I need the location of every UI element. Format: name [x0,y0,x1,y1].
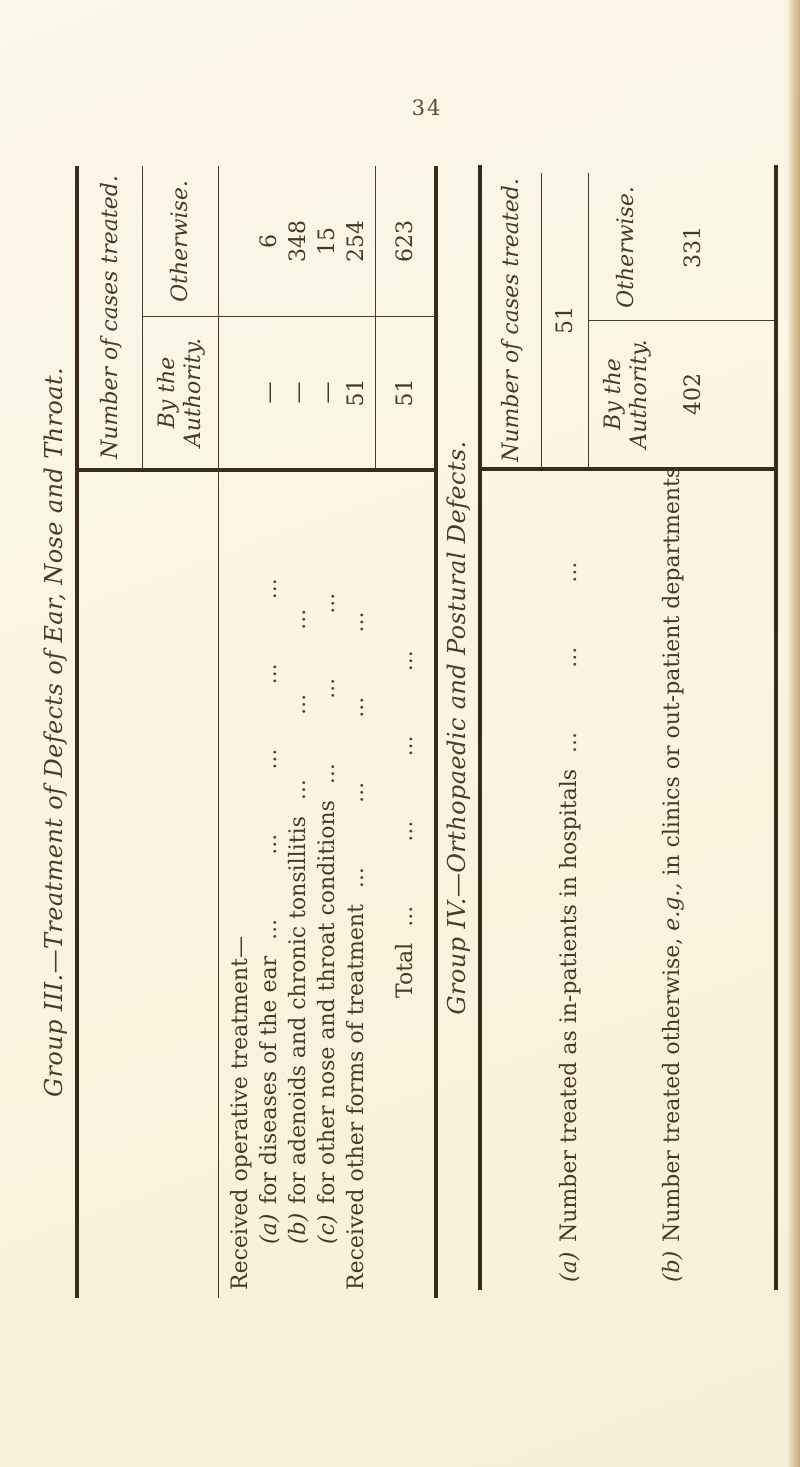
cell-value: 15 [315,227,340,255]
cell-value: 254 [344,220,369,262]
group4-col-by-authority-header: By the Authority. [600,339,652,449]
group3-cases-treated-header-cell [79,166,143,468]
table-row-label [313,472,342,1290]
group4-cases-treated-header: Number of cases treated. [499,178,524,462]
group3-col-otherwise-header: Otherwise. [167,180,193,302]
group4-caption: Group IV.—Orthopaedic and Postural Defects. [443,440,471,1015]
group3-total-row [376,166,434,1298]
group4-table [478,165,778,1290]
group4-value-region [482,173,774,467]
table-row-label [556,471,583,1282]
dot-leader: ... ... ... [315,592,340,785]
table-row-label [659,466,686,1282]
group4-row-labels [482,467,774,1290]
dot-leader: ... ... ... [286,608,311,801]
cell-value [226,166,255,316]
row-label-eg: e.g., [660,882,685,931]
group3-row-labels [219,468,376,1298]
group3-cases-treated-header: Number of cases treated. [98,175,123,459]
group3-table [75,166,438,1298]
table-row-label [255,472,284,1290]
row-label-text: for adenoids and chronic tonsillitis [286,816,311,1204]
table-row-label [342,472,371,1290]
cell-value: 348 [286,220,311,262]
group3-label-col-subheader-spacer [143,468,218,1298]
dot-leader: ... ... ... ... ... [257,578,282,940]
cell-value: — [315,381,340,404]
cell-value [226,317,255,468]
dot-leader: ... ... ... ... [344,611,369,889]
group4-row-a-value: 51 [542,173,589,467]
group4-col-otherwise-header: Otherwise. [613,186,639,308]
row-label-text: for other nose and throat conditions [315,800,340,1204]
row-letter: (b) [286,1212,311,1244]
group4-split-columns [589,173,774,467]
group3-header-row [79,166,143,1298]
total-label: Total [392,942,418,998]
row-label-text: Received operative treatment— [228,935,253,1290]
cell-value: — [286,381,311,404]
row-label-text: Number treated otherwise, [660,930,685,1242]
dot-leader: ... ... ... ... [392,650,418,927]
table-row-label [226,472,255,1290]
cell-value: 6 [257,234,282,248]
dot-leader: ... ... ... [557,561,582,753]
row-letter: (b) [660,1250,685,1282]
group4-otherwise-column [589,174,774,320]
page-edge-shadow [787,0,800,1467]
group3-total-by-authority: 51 [376,316,434,468]
group4-by-authority-column [589,320,774,467]
group4-cases-treated-header-cell [482,173,542,467]
cell-value: 51 [344,378,369,407]
group3-col-by-authority-header: By the Authority. [143,316,218,468]
row-letter: (c) [315,1214,340,1244]
group3-body [219,166,376,1298]
group3-subheader-row [143,166,219,1298]
page-number: 34 [411,96,443,120]
group3-caption: Group III.—Treatment of Defects of Ear, Nose and Throat. [40,366,68,1098]
row-label-text: Received other forms of treatment [344,904,369,1290]
group4-row-b-by-authority: 402 [681,373,706,415]
group3-table-rotated-block [40,166,437,1298]
row-letter: (a) [557,1251,582,1282]
group3-by-authority-values [219,316,376,468]
group3-total-otherwise: 623 [392,220,418,262]
group3-otherwise-values [219,166,376,316]
group3-label-col-header-spacer [79,468,143,1298]
group4-row-b-otherwise: 331 [681,226,706,268]
row-label-text: in clinics or out-patient departments [660,466,685,883]
cell-value: — [257,381,282,404]
row-letter: (a) [257,1213,282,1244]
row-label-text: for diseases of the ear [257,955,282,1204]
group3-total-label-cell [376,468,434,1298]
group4-table-rotated-block [443,165,790,1290]
table-row-label [284,472,313,1290]
row-label-text: Number treated as in-patients in hospitals [557,768,582,1242]
